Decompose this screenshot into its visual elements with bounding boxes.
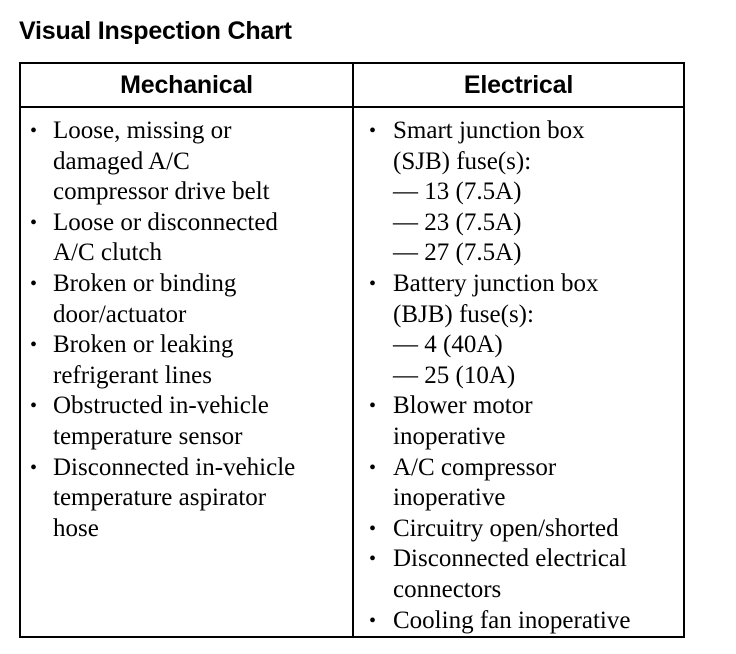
bullet-icon: • <box>369 395 377 418</box>
item-line <box>21 330 352 361</box>
item-text: Disconnected electrical <box>393 545 627 573</box>
item-line <box>21 238 352 269</box>
item-line <box>354 300 683 331</box>
item-line <box>354 422 683 453</box>
item-text: (SJB) fuse(s): <box>393 147 532 175</box>
bullet-icon: • <box>369 517 377 540</box>
item-line <box>21 422 352 453</box>
item-line <box>354 391 683 422</box>
item-text: temperature sensor <box>53 422 243 450</box>
item-text: Circuitry open/shorted <box>393 514 619 542</box>
item-text: Loose or disconnected <box>53 208 278 236</box>
bullet-icon: • <box>30 120 38 142</box>
mechanical-item <box>21 208 352 269</box>
mechanical-item <box>21 391 352 452</box>
item-text: (BJB) fuse(s): <box>393 300 534 328</box>
item-line <box>354 269 683 300</box>
bullet-icon: • <box>30 395 38 418</box>
item-line <box>21 483 352 514</box>
item-text: temperature aspirator <box>53 484 267 512</box>
electrical-item <box>354 116 683 269</box>
item-text: Loose, missing or <box>53 117 232 144</box>
fuse-sublist <box>354 330 683 391</box>
fuse-text: — 25 (10A) <box>393 361 516 389</box>
item-line <box>21 147 352 178</box>
fuse-line <box>354 238 683 269</box>
item-text: Broken or binding <box>53 269 237 297</box>
item-line <box>21 177 352 208</box>
item-line <box>354 147 683 178</box>
bullet-icon: • <box>30 334 38 357</box>
item-text: compressor drive belt <box>53 178 270 206</box>
item-line <box>21 361 352 392</box>
fuse-line <box>354 330 683 361</box>
item-text: Broken or leaking <box>53 331 234 359</box>
electrical-item <box>354 606 683 637</box>
electrical-item <box>354 269 683 391</box>
mechanical-item <box>21 116 352 208</box>
item-text: Smart junction box <box>393 117 585 144</box>
electrical-item <box>354 514 683 545</box>
item-line <box>354 514 683 545</box>
item-text: connectors <box>393 575 502 603</box>
electrical-item <box>354 453 683 514</box>
item-text: refrigerant lines <box>53 361 212 389</box>
item-line <box>354 116 683 147</box>
electrical-item <box>354 544 683 605</box>
bullet-icon: • <box>30 456 38 479</box>
item-line <box>354 483 683 514</box>
item-line <box>21 391 352 422</box>
item-text: Disconnected in-vehicle <box>53 453 296 481</box>
item-line <box>21 514 352 545</box>
electrical-item <box>354 391 683 452</box>
fuse-sublist <box>354 177 683 269</box>
electrical-column <box>354 116 683 636</box>
bullet-icon: • <box>369 548 377 571</box>
bullet-icon: • <box>30 272 38 295</box>
fuse-text: — 23 (7.5A) <box>393 208 522 236</box>
item-text: hose <box>53 514 99 542</box>
mechanical-item <box>21 269 352 330</box>
bullet-icon: • <box>369 272 377 295</box>
item-text: A/C clutch <box>53 239 163 267</box>
item-line <box>21 208 352 239</box>
item-line <box>354 606 683 637</box>
header-divider <box>21 106 683 108</box>
item-line <box>21 116 352 147</box>
item-line <box>354 544 683 575</box>
fuse-line <box>354 208 683 239</box>
inspection-table <box>19 62 685 638</box>
electrical-header: Electrical <box>463 71 574 99</box>
mechanical-item <box>21 330 352 391</box>
item-text: Cooling fan inoperative <box>393 606 631 634</box>
bullet-icon: • <box>369 456 377 479</box>
mechanical-header: Mechanical <box>120 71 253 99</box>
item-line <box>354 453 683 484</box>
electrical-list <box>354 116 683 636</box>
item-line <box>21 300 352 331</box>
fuse-text: — 13 (7.5A) <box>393 178 522 206</box>
item-text: inoperative <box>393 422 506 450</box>
item-line <box>21 269 352 300</box>
item-text: Blower motor <box>393 392 533 420</box>
item-line <box>21 453 352 484</box>
item-text: damaged A/C <box>53 147 190 175</box>
item-text: Obstructed in-vehicle <box>53 392 269 420</box>
fuse-line <box>354 361 683 392</box>
item-text: Battery junction box <box>393 269 599 297</box>
fuse-line <box>354 177 683 208</box>
mechanical-list <box>21 116 352 544</box>
item-text: inoperative <box>393 484 506 512</box>
fuse-text: — 27 (7.5A) <box>393 239 522 267</box>
chart-title: Visual Inspection Chart <box>19 17 292 45</box>
bullet-icon: • <box>30 211 38 234</box>
item-text: A/C compressor <box>393 453 557 481</box>
item-line <box>354 575 683 606</box>
mechanical-item <box>21 453 352 545</box>
item-text: door/actuator <box>53 300 187 328</box>
mechanical-column <box>21 116 352 544</box>
fuse-text: — 4 (40A) <box>393 331 503 359</box>
bullet-icon: • <box>369 609 377 632</box>
bullet-icon: • <box>369 120 377 142</box>
